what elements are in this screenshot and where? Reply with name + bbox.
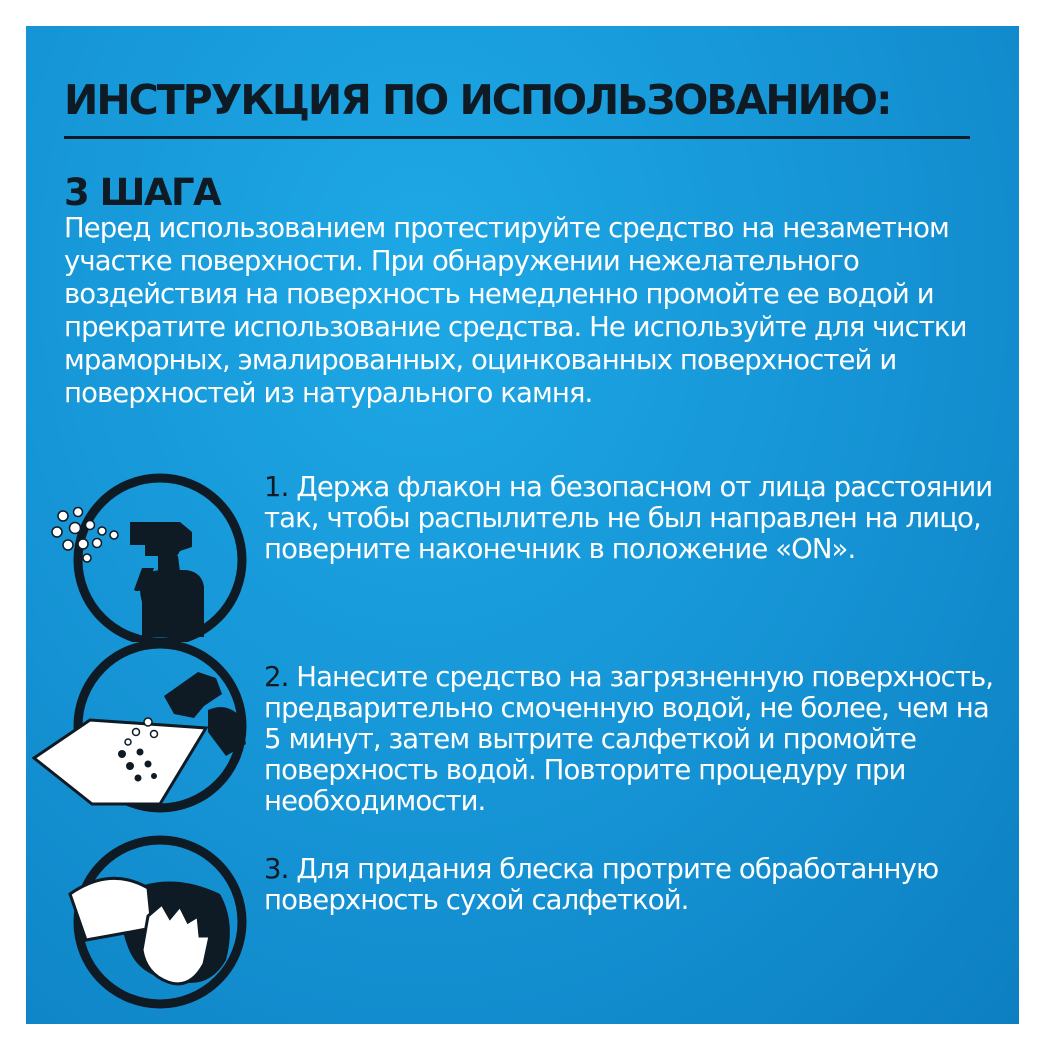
title-divider [64, 136, 970, 139]
instruction-title: ИНСТРУКЦИЯ ПО ИСПОЛЬЗОВАНИЮ: [64, 76, 891, 124]
step-3-text [264, 854, 1004, 916]
hand-wipe-icon [30, 832, 250, 1012]
spray-bottle-icon [30, 472, 250, 642]
step-1-body: Держа флакон на безопасном от лица расстоянии так, чтобы распылитель не был направлен на лицо, поверните наконечник в положение «ON». [264, 471, 993, 565]
step-3-body: Для придания блеска протрите обработанную поверхность сухой салфеткой. [264, 853, 939, 916]
intro-warning-text: Перед использованием протестируйте средство на незаметном участке поверхности. При обнаружении нежелательного воздействия на поверхность немедленно промойте ее водой и прекратите использование средства. Не используйте для чистки мраморных, эмалированных, оцинкованных поверхностей и поверхностей из натурального камня. [64, 212, 967, 409]
step-1-text [264, 472, 1004, 565]
spray-surface-icon [30, 636, 250, 816]
step-2-number: 2. [264, 661, 289, 693]
steps-heading: 3 ШАГА [64, 171, 221, 214]
step-2-body: Нанесите средство на загрязненную поверхность, предварительно смоченную водой, не более, чем на 5 минут, затем вытрите салфеткой и промойте поверхность водой. Повторите процедуру при необходимости. [264, 661, 994, 817]
instruction-panel [26, 26, 1019, 1024]
step-3-number: 3. [264, 853, 289, 885]
step-2-text [264, 662, 1004, 817]
step-1-number: 1. [264, 471, 289, 503]
